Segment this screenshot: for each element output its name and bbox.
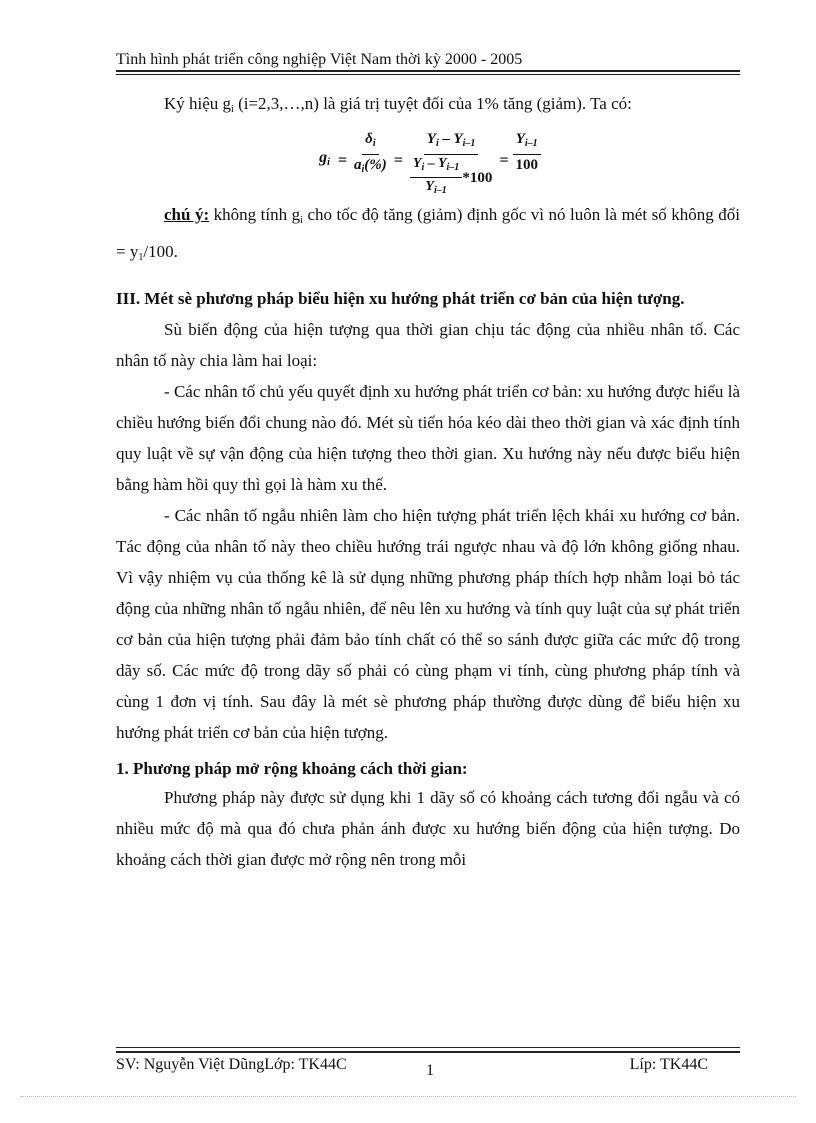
formula <box>116 129 740 196</box>
formula-equals-2: = <box>393 151 403 169</box>
note-paragraph: chú ý: không tính $g_i$ cho tốc độ tăng (giảm) định gốc vì nó luôn là mét số không đổi = $y_1/100$. <box>116 205 740 263</box>
page-content <box>116 88 740 875</box>
formula-fraction-3: $\frac{Y_{i-1}}{100}$ <box>512 129 541 191</box>
footer-rule-thin <box>116 1047 740 1048</box>
intro-paragraph: Ký hiệu $g_i$ (i=2,3,…,n) là giá trị tuyệt đối của 1% tăng (giảm). Ta có: <box>164 94 632 115</box>
section-heading-1: 1. Phương pháp mở rộng khoảng cách thời gian: <box>116 759 468 778</box>
footer-author: SV: Nguyễn Việt DũngLớp: TK44C <box>116 1056 347 1073</box>
page-header <box>116 50 740 70</box>
header-title: Tình hình phát triển công nghiệp Việt Nam thời kỳ 2000 - 2005 <box>116 51 523 68</box>
paragraph-3: - Các nhân tố ngẫu nhiên làm cho hiện tượng phát triển lệch khái xu hướng cơ bản. Tác động của nhân tố này theo chiều hướng trái ngược nhau và độ lớn không giống nhau. Vì vậy nhiệm vụ của thống kê là sử dụng những phương pháp thích hợp nhằm loại bỏ tác động của những nhân tố ngẫu nhiên, để nêu lên xu hướng và tính quy luật của sự phát triển cơ bản của hiện tượng phải đảm bảo tính chất có thể so sánh được giữa các mức độ trong dãy số. Các mức độ trong dãy số phải có cùng phạm vi tính, cùng phương pháp tính và cùng 1 đơn vị tính. Sau đây là mét sè phương pháp thường được dùng để biểu hiện xu hướng phát triển cơ bản của hiện tượng. <box>116 506 740 742</box>
header-rule-thick <box>116 70 740 72</box>
formula-equals-1: = <box>337 151 347 169</box>
footer-rule-thick <box>116 1051 740 1053</box>
page-number: 1 <box>426 1062 434 1079</box>
page-edge-dotted <box>20 1096 796 1097</box>
section-heading-iii: III. Mét sè phương pháp biểu hiện xu hướng phát triển cơ bản của hiện tượng. <box>116 289 685 308</box>
formula-fraction-2: $Y_i - Y_{i-1}$ $\frac{Y_i - Y_{i-1}}{Y_{i-1}}$ *100 <box>407 129 495 191</box>
footer-class: Líp: TK44C <box>629 1056 708 1073</box>
paragraph-1: Sù biến động của hiện tượng qua thời gian chịu tác động của nhiều nhân tố. Các nhân tố này chia làm hai loại: <box>116 320 740 370</box>
page-footer <box>116 1056 740 1082</box>
formula-equals-3: = <box>499 151 509 169</box>
paragraph-2: - Các nhân tố chủ yếu quyết định xu hướng phát triển cơ bản: xu hướng được hiểu là chiều hướng biến đổi chung nào đó. Mét sù tiến hóa kéo dài theo thời gian và xác định tính quy luật về sự vận động của hiện tượng theo thời gian. Xu hướng này nếu được biểu hiện bằng hàm hồi quy thì gọi là hàm xu thế. <box>116 382 740 494</box>
header-rule-thin <box>116 74 740 75</box>
formula-lhs: $g_i$ <box>319 149 330 168</box>
note-label: chú ý: <box>164 205 210 224</box>
formula-fraction-1: $\frac{\delta_i}{a_i(\%)}$ <box>353 131 387 175</box>
paragraph-4: Phương pháp này được sử dụng khi 1 dãy số có khoảng cách tương đối ngẫu và có nhiều mức độ mà qua đó chưa phản ánh được xu hướng biến động của hiện tượng. Do khoảng cách thời gian được mở rộng nên trong mỗi <box>116 788 740 869</box>
